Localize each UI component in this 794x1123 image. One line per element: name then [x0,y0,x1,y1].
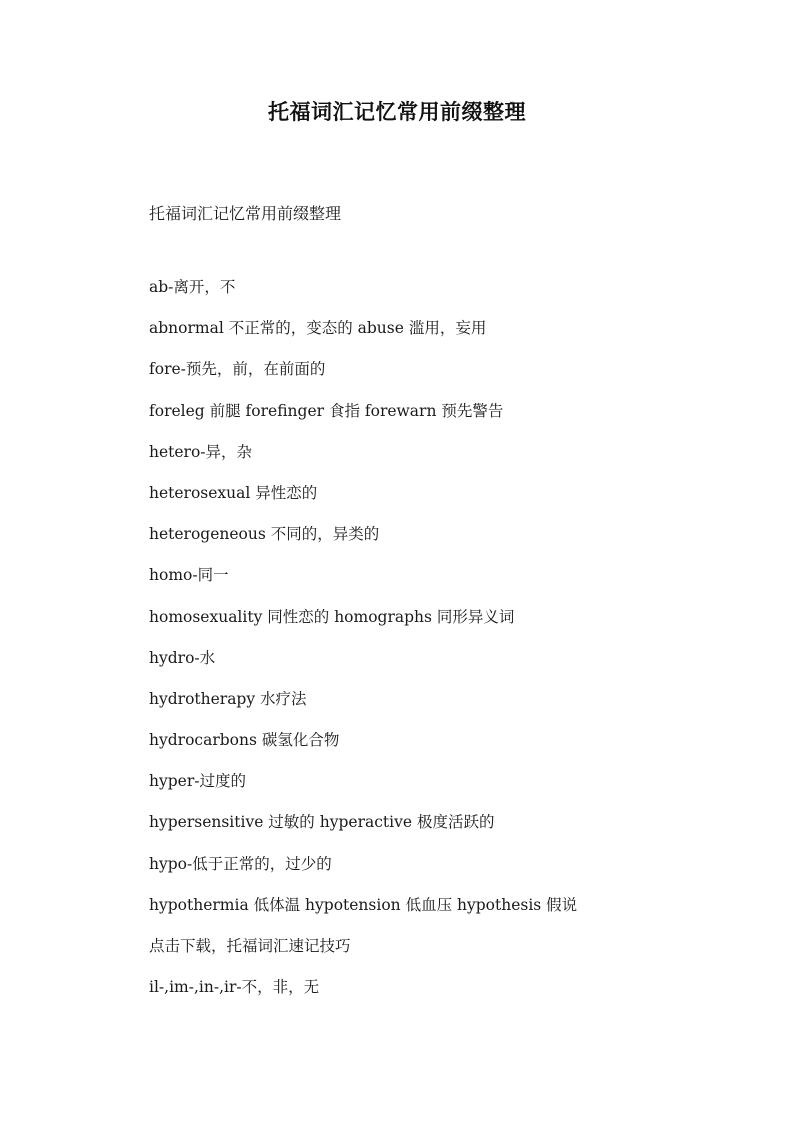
text-line: ab-离开，不 [149,278,236,296]
text-line: homo-同一 [149,566,229,585]
text-line: hypersensitive 过敏的 hyperactive 极度活跃的 [149,813,495,832]
download-link-text: 点击下载，托福词汇速记技巧 [149,937,351,955]
text-line: hydrocarbons 碳氢化合物 [149,731,340,750]
text-line: abnormal 不正常的，变态的 abuse 滥用，妄用 [149,319,487,338]
text-line: hyper-过度的 [149,772,246,791]
text-line: hypothermia 低体温 hypotension 低血压 hypothesis 假说 [149,895,578,914]
text-line: hypo-低于正常的，过少的 [149,854,332,873]
prefix-list [149,276,709,1017]
text-line: heterogeneous 不同的，异类的 [149,525,380,544]
text-line: heterosexual 异性恋的 [149,483,318,502]
text-line: foreleg 前腿 forefinger 食指 forewarn 预先警告 [149,401,504,420]
text-line: fore-预先，前，在前面的 [149,360,326,379]
text-line: homosexuality 同性恋的 homographs 同形异义词 [149,607,515,626]
text-line: hydrotherapy 水疗法 [149,689,307,708]
text-line: il-,im-,in-,ir-不，非，无 [149,978,320,997]
text-line: hetero-异，杂 [149,442,253,461]
document-title: 托福词汇记忆常用前缀整理 [268,99,526,124]
text-line: hydro-水 [149,648,216,667]
document-subtitle: 托福词汇记忆常用前缀整理 [149,204,342,223]
